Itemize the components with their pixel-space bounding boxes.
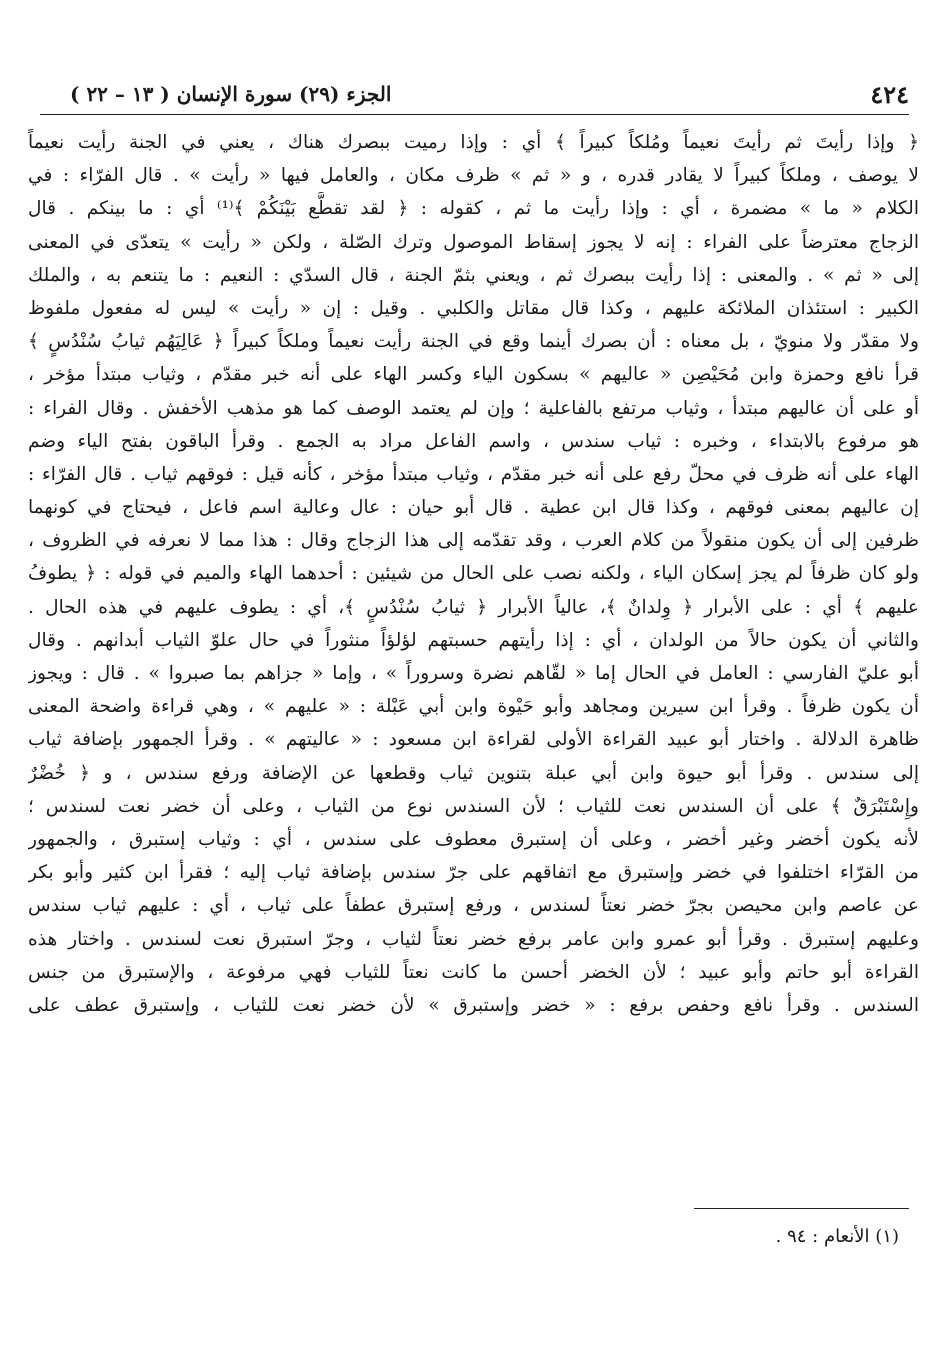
page-header (40, 78, 909, 115)
text-line: ولو كان ظرفاً لم يجز إسكان الياء ، ولكنه نصب على الحال من شيئين : أحدهما الهاء والميم في قوله : ﴿ يطوفُ (28, 563, 919, 585)
text-line: وإِسْتَبْرَقٌ ﴾ على أن السندس نعت للثياب ؛ لأن السندس نوع من الثياب ، وعلى أن خضر نعت لسندس ؛ (28, 795, 919, 817)
text-line: قرأ نافع وحمزة وابن مُحَيْصِن « عاليهم » بسكون الياء وكسر الهاء على أنه خبر مقدّم ، وثياب مبتدأ مؤخر ، (28, 364, 919, 386)
text-line: لا يوصف ، وملكاً كبيراً لا يقادر قدره ، و « ثم » ظرف مكان ، والعامل فيها « رأيت » . قال الفرّاء : في (28, 165, 919, 187)
text-line: أبو عليّ الفارسي : العامل في الحال إما « لقّاهم نضرة وسروراً » ، وإما « جزاهم بما صبروا » . قال : ويجوز (28, 663, 919, 684)
text-line: إن عاليهم بمعنى فوقهم ، وكذا قال ابن عطية . قال أبو حيان : عال وعالية اسم فاعل ، فيحتاج في كونهما (28, 497, 919, 519)
text-line: أو على أن عاليهم مبتدأ ، وثياب مرتفع بالفاعلية ؛ وإن لم يعتمد الوصف كما هو مذهب الأخفش . وقال الفراء : (28, 397, 919, 419)
text-line: هو مرفوع بالابتداء ، وخبره : ثياب سندس ، واسم الفاعل مراد به الجمع . وقرأ الباقون بفتح الياء وضم (28, 430, 919, 452)
footnote-divider (694, 1208, 909, 1209)
body-text (28, 126, 919, 1022)
text-line: القراءة أبو حاتم وأبو عبيد ؛ لأن الخضر أحسن ما كانت نعتاً للثياب فهي مرفوعة ، والإستبرق من جنس (28, 961, 919, 983)
text-line: من القرّاء اختلفوا في خضر وإستبرق مع اتفاقهم على جرّ سندس بإضافة ثياب إليه ؛ فقرأ ابن كثير وأبو بكر (28, 862, 919, 884)
text-line: الزجاج معترضاً على الفراء : إنه لا يجوز إسقاط الموصول وترك الصّلة ، ولكن « رأيت » يتعدّى في المعنى (28, 231, 919, 253)
page-number: ٤٢٤ (870, 80, 909, 109)
text-line: عليهم ﴾ أي : على الأبرار ﴿ وِلدانٌ ﴾، عالياً الأبرار ﴿ ثيابُ سُنْدُسٍ ﴾، أي : يطوف عليهم في هذه الحال . (28, 596, 919, 618)
text-line: والثاني أن يكون حالاً من الولدان ، أي : إذا رأيتهم حسبتهم لؤلؤاً منثوراً في حال علوّ الثياب أبدانهم . وقال (28, 629, 919, 651)
text-line: ظاهرة الدلالة . واختار أبو عبيد القراءة الأولى لقراءة ابن مسعود : « عاليتهم » . وقرأ الجمهور بإضافة ثياب (28, 729, 919, 751)
footnote: (١) الأنعام : ٩٤ . (775, 1226, 899, 1247)
text-line: الكبير : استئذان الملائكة عليهم ، وكذا قال مقاتل والكلبي . وقيل : إن « رأيت » ليس له مفعول ملفوظ (28, 297, 919, 319)
text-line: ﴿ وإذا رأيتَ ثم رأيتَ نعيماً ومُلكاً كبيراً ﴾ أي : وإذا رميت ببصرك هناك ، يعني في الجنة رأيت نعيماً (28, 132, 919, 153)
text-line: ولا مقدّر ولا منويّ ، بل معناه : أن بصرك أينما وقع في الجنة رأيت نعيماً وملكاً كبيراً ﴿ عَالِيَهُم ثيابُ سُنْدُسٍ ﴾ (28, 331, 919, 353)
text-line: عن عاصم وابن محيصن بجرّ خضر نعتاً لسندس ، ورفع إستبرق عطفاً على ثياب ، أي : عليهم ثياب سندس (28, 895, 919, 917)
text-line: لأنه يكون أخضر وغير أخضر ، وعلى أن إستبرق معطوف على سندس ، أي : وثياب إستبرق ، والجمهور (28, 828, 919, 850)
text-line: الكلام « ما » مضمرة ، أي : وإذا رأيت ما ثم ، كقوله : ﴿ لقد تقطَّع بَيْنَكُمْ ﴾⁽¹⁾ أي : ما بينكم . قال (28, 198, 919, 220)
text-line: إلى سندس . وقرأ أبو حيوة وابن أبي عبلة بتنوين ثياب وقطعها عن الإضافة ورفع سندس ، و ﴿ خُضْرٌ (28, 762, 919, 784)
text-line: وعليهم إستبرق . وقرأ أبو عمرو وابن عامر برفع خضر نعتاً لثياب ، وجرّ استبرق نعت لسندس . واختار هذه (28, 928, 919, 950)
text-line: السندس . وقرأ نافع وحفص برفع : « خضر وإستبرق » لأن خضر نعت للثياب ، وإستبرق عطف على (28, 994, 919, 1016)
running-title: الجزء (٢٩) سورة الإنسان ( ١٣ – ٢٢ ) (70, 82, 392, 106)
text-line: ظرفين إلى أن يكون منقولاً من كلام العرب ، وقد تقدّمه إلى هذا الزجاج وقال : هذا مما لا نعرفه في الظروف ، (28, 530, 919, 552)
text-line: الهاء على أنه ظرف في محلّ رفع على أنه خبر مقدّم ، وثياب مبتدأ مؤخر ، كأنه قيل : فوقهم ثياب . قال الفرّاء : (28, 463, 919, 485)
text-line: أن يكون ظرفاً . وقرأ ابن سيرين ومجاهد وأبو حَيْوة وابن أبي عَبْلة : « عليهم » ، وهي قراءة واضحة المعنى (28, 696, 919, 718)
text-line: إلى « ثم » . والمعنى : إذا رأيت ببصرك ثم ، ويعني بثمّ الجنة ، قال السدّي : النعيم : ما يتنعم به ، والملك (28, 264, 919, 286)
